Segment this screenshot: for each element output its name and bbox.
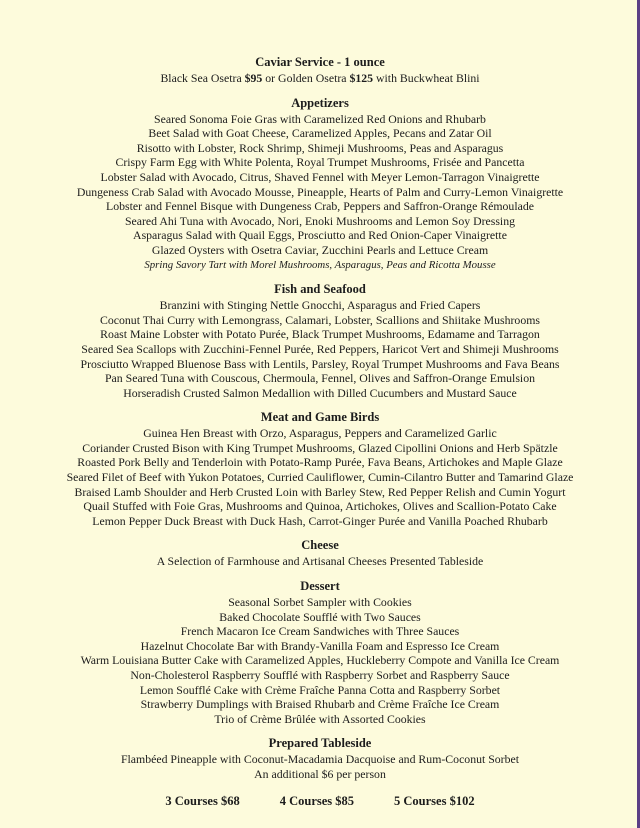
appetizer-item: Seared Ahi Tuna with Avocado, Nori, Enoki Mushrooms and Lemon Soy Dressing xyxy=(124,213,516,228)
dessert-item: Hazelnut Chocolate Bar with Brandy-Vanilla Foam and Espresso Ice Cream xyxy=(140,638,500,653)
dessert-item: French Macaron Ice Cream Sandwiches with Three Sauces xyxy=(180,624,460,639)
dessert-item: Non-Cholesterol Raspberry Soufflé with Raspberry Sorbet and Raspberry Sauce xyxy=(130,668,510,682)
tableside-title: Prepared Tableside xyxy=(268,736,372,751)
tableside-surcharge: An additional $6 per person xyxy=(254,766,386,781)
tableside-section xyxy=(0,736,640,781)
caviar-text-2: or Golden Osetra xyxy=(262,71,350,85)
meat-title: Meat and Game Birds xyxy=(260,410,380,425)
fish-title: Fish and Seafood xyxy=(274,282,366,297)
dessert-section xyxy=(0,579,640,726)
caviar-section xyxy=(0,55,640,86)
fish-item: Prosciutto Wrapped Bluenose Bass with Lentils, Parsley, Royal Trumpet Mushrooms and Fava Beans xyxy=(80,356,560,371)
menu-document xyxy=(0,55,640,809)
cheese-title: Cheese xyxy=(301,538,339,553)
cheese-item: A Selection of Farmhouse and Artisanal Cheeses Presented Tableside xyxy=(156,554,484,569)
fish-item: Branzini with Stinging Nettle Gnocchi, Asparagus and Fried Capers xyxy=(159,298,481,313)
meat-item: Roasted Pork Belly and Tenderloin with Potato-Ramp Purée, Fava Beans, Artichokes and Maple Glaze xyxy=(77,455,563,470)
course-pricing xyxy=(0,794,640,809)
appetizer-item: Beet Salad with Goat Cheese, Caramelized Apples, Pecans and Zatar Oil xyxy=(148,126,492,141)
dessert-item: Strawberry Dumplings with Braised Rhubarb and Crème Fraîche Ice Cream xyxy=(140,697,500,712)
appetizer-item: Seared Sonoma Foie Gras with Caramelized Red Onions and Rhubarb xyxy=(154,111,486,126)
appetizer-item: Dungeness Crab Salad with Avocado Mousse, Pineapple, Hearts of Palm and Curry-Lemon Vinaigrette xyxy=(76,184,564,199)
dessert-item: Trio of Crème Brûlée with Assorted Cookies xyxy=(214,711,426,726)
fish-section xyxy=(0,282,640,400)
appetizer-item: Crispy Farm Egg with White Polenta, Royal Trumpet Mushrooms, Frisée and Pancetta xyxy=(115,155,525,170)
course-price-5: 5 Courses $102 xyxy=(394,793,475,808)
caviar-description xyxy=(0,71,640,86)
meat-item: Lemon Pepper Duck Breast with Duck Hash, Carrot-Ginger Purée and Vanilla Poached Rhubarb xyxy=(92,513,548,528)
course-price-4: 4 Courses $85 xyxy=(279,793,355,808)
meat-item: Braised Lamb Shoulder and Herb Crusted Loin with Barley Stew, Red Pepper Relish and Cumin Yogurt xyxy=(74,484,566,499)
appetizer-special-item: Spring Savory Tart with Morel Mushrooms, Asparagus, Peas and Ricotta Mousse xyxy=(144,258,496,271)
meat-item: Seared Filet of Beef with Yukon Potatoes, Curried Cauliflower, Cumin-Cilantro Butter and Tamarind Glaze xyxy=(66,470,574,485)
appetizer-item: Glazed Oysters with Osetra Caviar, Zucchini Pearls and Lettuce Cream xyxy=(151,242,489,257)
dessert-item: Seasonal Sorbet Sampler with Cookies xyxy=(228,595,412,610)
fish-item: Seared Sea Scallops with Zucchini-Fennel Purée, Red Peppers, Haricot Vert and Shimeji Mushrooms xyxy=(81,341,559,356)
tableside-item: Flambéed Pineapple with Coconut-Macadamia Dacquoise and Rum-Coconut Sorbet xyxy=(120,752,520,767)
dessert-item: Warm Louisiana Butter Cake with Caramelized Apples, Huckleberry Compote and Vanilla Ice Cream xyxy=(80,653,560,668)
caviar-title: Caviar Service - 1 ounce xyxy=(255,55,385,69)
course-price-3: 3 Courses $68 xyxy=(165,793,240,808)
appetizers-section xyxy=(0,96,640,273)
dessert-item: Lemon Soufflé Cake with Crème Fraîche Panna Cotta and Raspberry Sorbet xyxy=(139,682,501,697)
appetizers-title: Appetizers xyxy=(291,95,349,110)
cheese-section xyxy=(0,538,640,569)
meat-item: Coriander Crusted Bison with King Trumpet Mushrooms, Glazed Cipollini Onions and Herb Spätzle xyxy=(82,440,558,455)
fish-item: Roast Maine Lobster with Potato Purée, Black Trumpet Mushrooms, Edamame and Tarragon xyxy=(100,327,540,342)
fish-item: Pan Seared Tuna with Couscous, Chermoula, Fennel, Olives and Saffron-Orange Emulsion xyxy=(105,371,535,386)
appetizer-item: Asparagus Salad with Quail Eggs, Prosciutto and Red Onion-Caper Vinaigrette xyxy=(133,228,507,243)
dessert-item: Baked Chocolate Soufflé with Two Sauces xyxy=(219,609,421,624)
fish-item: Horseradish Crusted Salmon Medallion with Dilled Cucumbers and Mustard Sauce xyxy=(123,385,517,400)
appetizer-item: Lobster Salad with Avocado, Citrus, Shaved Fennel with Meyer Lemon-Tarragon Vinaigrette xyxy=(100,169,540,184)
caviar-price-osetra: $95 xyxy=(244,71,263,85)
appetizer-item: Lobster and Fennel Bisque with Dungeness Crab, Peppers and Saffron-Orange Rémoulade xyxy=(106,199,534,214)
fish-item: Coconut Thai Curry with Lemongrass, Calamari, Lobster, Scallions and Shiitake Mushrooms xyxy=(100,312,540,327)
meat-item: Quail Stuffed with Foie Gras, Mushrooms and Quinoa, Artichokes, Olives and Scallion-Potato Cake xyxy=(83,499,557,514)
meat-section xyxy=(0,410,640,528)
caviar-text-1: Black Sea Osetra xyxy=(160,71,245,85)
caviar-price-golden: $125 xyxy=(349,71,374,85)
appetizer-item: Risotto with Lobster, Rock Shrimp, Shimeji Mushrooms, Peas and Asparagus xyxy=(136,140,504,155)
caviar-text-3: with Buckwheat Blini xyxy=(373,71,480,85)
meat-item: Guinea Hen Breast with Orzo, Asparagus, Peppers and Caramelized Garlic xyxy=(143,426,497,441)
dessert-title: Dessert xyxy=(300,579,340,594)
